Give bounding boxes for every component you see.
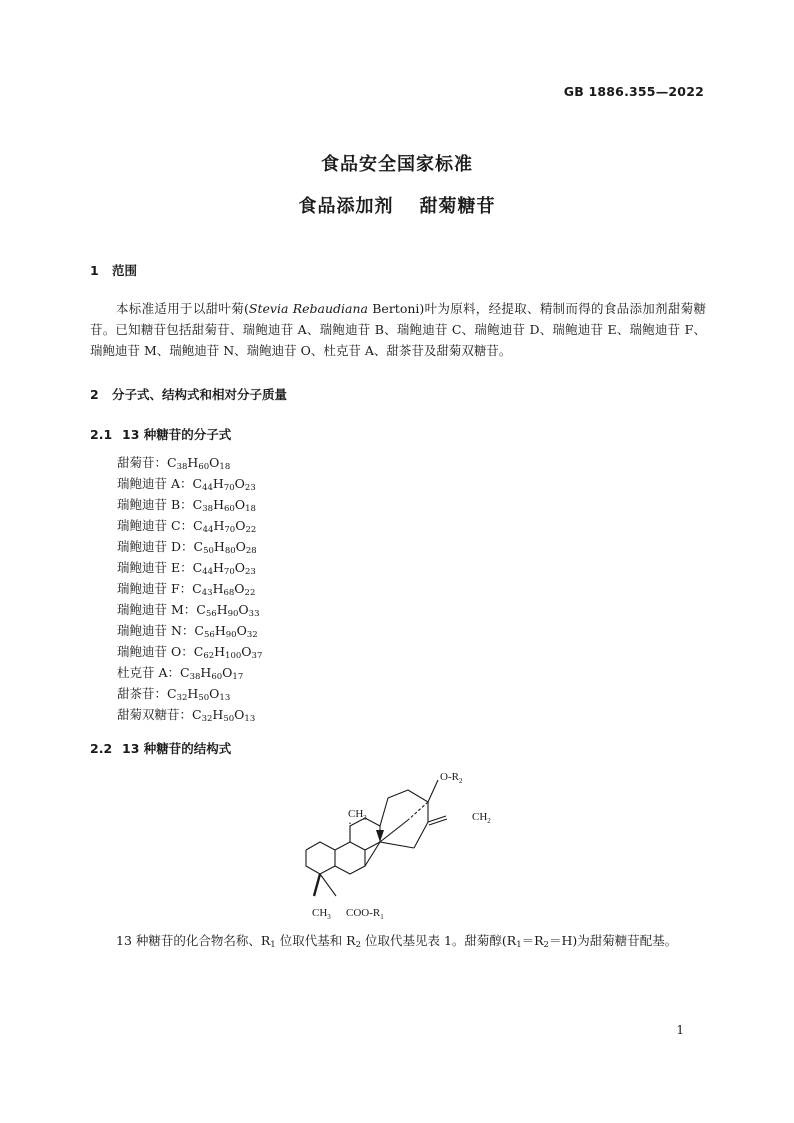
latin-name: Stevia Rebaudiana: [248, 301, 368, 316]
subscript: 2: [543, 940, 549, 950]
hydrogen-count: 70: [223, 567, 235, 577]
element-symbol: O: [234, 476, 245, 491]
element-symbol: H: [187, 455, 199, 470]
element-symbol: H: [213, 539, 225, 554]
element-symbol: O: [238, 602, 249, 617]
oxygen-count: 17: [232, 672, 244, 682]
section-2-2-heading: [90, 739, 231, 757]
hydrogen-count: 60: [198, 462, 210, 472]
element-symbol: H: [213, 518, 225, 533]
oxygen-count: 22: [244, 588, 256, 598]
oxygen-count: 28: [245, 546, 257, 556]
hydrogen-count: 70: [224, 525, 236, 535]
element-symbol: O: [235, 518, 246, 533]
structure-bonds: [306, 780, 447, 896]
ch3-bottom-label: $CH_3$: [312, 907, 331, 921]
document-subtitle: [0, 192, 794, 218]
glycoside-name: 瑞鲍迪苷 C：: [117, 518, 194, 533]
formula-row: [117, 641, 262, 662]
hydrogen-count: 50: [198, 693, 210, 703]
formula-row: [117, 683, 262, 704]
page-number: 1: [676, 1023, 684, 1037]
oxygen-count: 23: [244, 483, 256, 493]
section-1-heading: [90, 261, 137, 279]
carbon-count: 56: [204, 630, 215, 640]
oxygen-count: 37: [251, 651, 263, 661]
hydrogen-count: 50: [223, 714, 235, 724]
carbon-count: 43: [201, 588, 213, 598]
oxygen-count: 22: [245, 525, 257, 535]
subtitle-right: 甜菊糖苷: [419, 196, 496, 217]
section-title: 13 种糖苷的分子式: [122, 427, 232, 442]
element-symbol: C: [194, 623, 204, 638]
element-symbol: C: [180, 665, 190, 680]
paragraph-text: 位取代基见表 1。甜菊醇(R: [361, 933, 517, 948]
subscript: 1: [270, 940, 276, 950]
element-symbol: O: [236, 623, 247, 638]
carbon-count: 62: [203, 651, 215, 661]
paragraph-text: 位取代基和 R: [275, 933, 356, 948]
formula-row: [117, 536, 262, 557]
glycoside-name: 甜菊双糖苷：: [117, 707, 193, 722]
paragraph-text: ＝R: [521, 933, 544, 948]
carbon-count: 38: [176, 462, 188, 472]
section-title: 分子式、结构式和相对分子质量: [112, 387, 288, 402]
element-symbol: H: [214, 623, 226, 638]
oxygen-count: 33: [248, 609, 260, 619]
element-symbol: C: [196, 602, 206, 617]
section-number: 2.1: [90, 427, 113, 442]
subscript: 2: [355, 940, 361, 950]
element-symbol: O: [234, 560, 245, 575]
section-number: 1: [90, 263, 99, 278]
element-symbol: C: [167, 455, 177, 470]
carbon-count: 38: [202, 504, 214, 514]
glycoside-name: 甜菊苷：: [117, 455, 168, 470]
oxygen-count: 13: [219, 693, 231, 703]
glycoside-name: 瑞鲍迪苷 D：: [117, 539, 194, 554]
element-symbol: H: [216, 602, 228, 617]
element-symbol: O: [222, 665, 233, 680]
section-2-heading: [90, 385, 287, 403]
paragraph-text: ＝H)为甜菊糖苷配基。: [548, 933, 678, 948]
ch3-top-label: $CH_3$: [348, 808, 367, 822]
glycoside-name: 瑞鲍迪苷 B：: [117, 497, 193, 512]
paragraph-text: 13 种糖苷的化合物名称、R: [116, 933, 271, 948]
element-symbol: C: [193, 518, 203, 533]
section-title: 范围: [112, 263, 138, 278]
formula-row: [117, 515, 262, 536]
element-symbol: O: [241, 644, 252, 659]
paragraph-text: 本标准适用于以甜叶菊(: [116, 301, 249, 316]
formula-row: [117, 578, 262, 599]
element-symbol: C: [193, 644, 204, 659]
formula-row: [117, 494, 262, 515]
oxygen-count: 32: [246, 630, 258, 640]
glycoside-name: 瑞鲍迪苷 E：: [117, 560, 193, 575]
glycoside-name: 杜克苷 A：: [117, 665, 181, 680]
structure-note-paragraph: [90, 930, 706, 951]
carbon-count: 50: [203, 546, 214, 556]
coo-r1-label: COO-$R_1$: [346, 907, 384, 921]
glycoside-name: 瑞鲍迪苷 M：: [117, 602, 197, 617]
element-symbol: H: [212, 476, 224, 491]
element-symbol: O: [234, 497, 246, 512]
element-symbol: O: [209, 455, 220, 470]
carbon-count: 44: [202, 525, 214, 535]
hydrogen-count: 60: [223, 504, 235, 514]
element-symbol: H: [212, 581, 224, 596]
carbon-count: 38: [189, 672, 201, 682]
carbon-count: 32: [176, 693, 188, 703]
o-r2-label: $O-R_2$: [440, 771, 463, 785]
oxygen-count: 13: [244, 714, 256, 724]
oxygen-count: 23: [245, 567, 256, 577]
formula-row: [117, 704, 262, 725]
element-symbol: H: [213, 560, 224, 575]
element-symbol: C: [192, 560, 203, 575]
element-symbol: C: [193, 539, 204, 554]
oxygen-count: 18: [219, 462, 231, 472]
formula-row: [117, 662, 262, 683]
glycoside-name: 瑞鲍迪苷 N：: [117, 623, 195, 638]
section-2-1-heading: [90, 425, 231, 443]
element-symbol: H: [213, 497, 224, 512]
glycoside-name: 瑞鲍迪苷 F：: [117, 581, 193, 596]
section-number: 2.2: [90, 741, 113, 756]
formula-row: [117, 620, 262, 641]
paragraph-text: Bertoni)叶为原料，经提取、精制而得的食品添加剂甜菊糖苷。已知糖苷包括甜菊苷、瑞鲍迪苷 A、瑞鲍迪苷 B、瑞鲍迪苷 C、瑞鲍迪苷 D、瑞鲍迪苷 E、瑞鲍迪苷 F、瑞鲍迪苷 M、瑞鲍迪苷 N、瑞鲍迪苷 O、杜克苷 A、甜茶苷及甜菊双糖苷。: [90, 301, 706, 358]
element-symbol: C: [192, 476, 203, 491]
hydrogen-count: 60: [211, 672, 223, 682]
oxygen-count: 18: [245, 504, 256, 514]
hydrogen-count: 90: [227, 609, 239, 619]
carbon-count: 32: [201, 714, 213, 724]
element-symbol: C: [167, 686, 177, 701]
section-1-paragraph: [90, 298, 706, 361]
section-title: 13 种糖苷的结构式: [122, 741, 232, 756]
formula-row: [117, 557, 262, 578]
element-symbol: C: [192, 497, 203, 512]
formula-row: [117, 599, 262, 620]
element-symbol: O: [235, 539, 246, 554]
hydrogen-count: 80: [224, 546, 236, 556]
element-symbol: O: [209, 686, 220, 701]
glycoside-name: 甜茶苷：: [117, 686, 168, 701]
standard-code: GB 1886.355—2022: [563, 84, 704, 99]
carbon-count: 44: [202, 567, 214, 577]
glycoside-name: 瑞鲍迪苷 A：: [117, 476, 193, 491]
formula-row: [117, 452, 262, 473]
glycoside-name: 瑞鲍迪苷 O：: [117, 644, 194, 659]
element-symbol: C: [192, 707, 202, 722]
element-symbol: C: [192, 581, 202, 596]
carbon-count: 44: [202, 483, 213, 493]
carbon-count: 56: [205, 609, 217, 619]
formula-list: [117, 452, 262, 725]
element-symbol: H: [212, 707, 224, 722]
hydrogen-count: 70: [223, 483, 235, 493]
document-title: 食品安全国家标准: [321, 154, 473, 175]
element-symbol: H: [187, 686, 199, 701]
hydrogen-count: 68: [223, 588, 235, 598]
element-symbol: O: [234, 707, 245, 722]
element-symbol: H: [200, 665, 212, 680]
element-symbol: O: [234, 581, 245, 596]
hydrogen-count: 90: [225, 630, 237, 640]
formula-row: [117, 473, 262, 494]
element-symbol: H: [214, 644, 226, 659]
section-number: 2: [90, 387, 99, 402]
steviol-structure-diagram: [296, 762, 506, 932]
ch2-label: $CH_2$: [472, 811, 491, 825]
hydrogen-count: 100: [225, 651, 242, 661]
subscript: 1: [516, 940, 522, 950]
subtitle-left: 食品添加剂: [298, 196, 394, 217]
